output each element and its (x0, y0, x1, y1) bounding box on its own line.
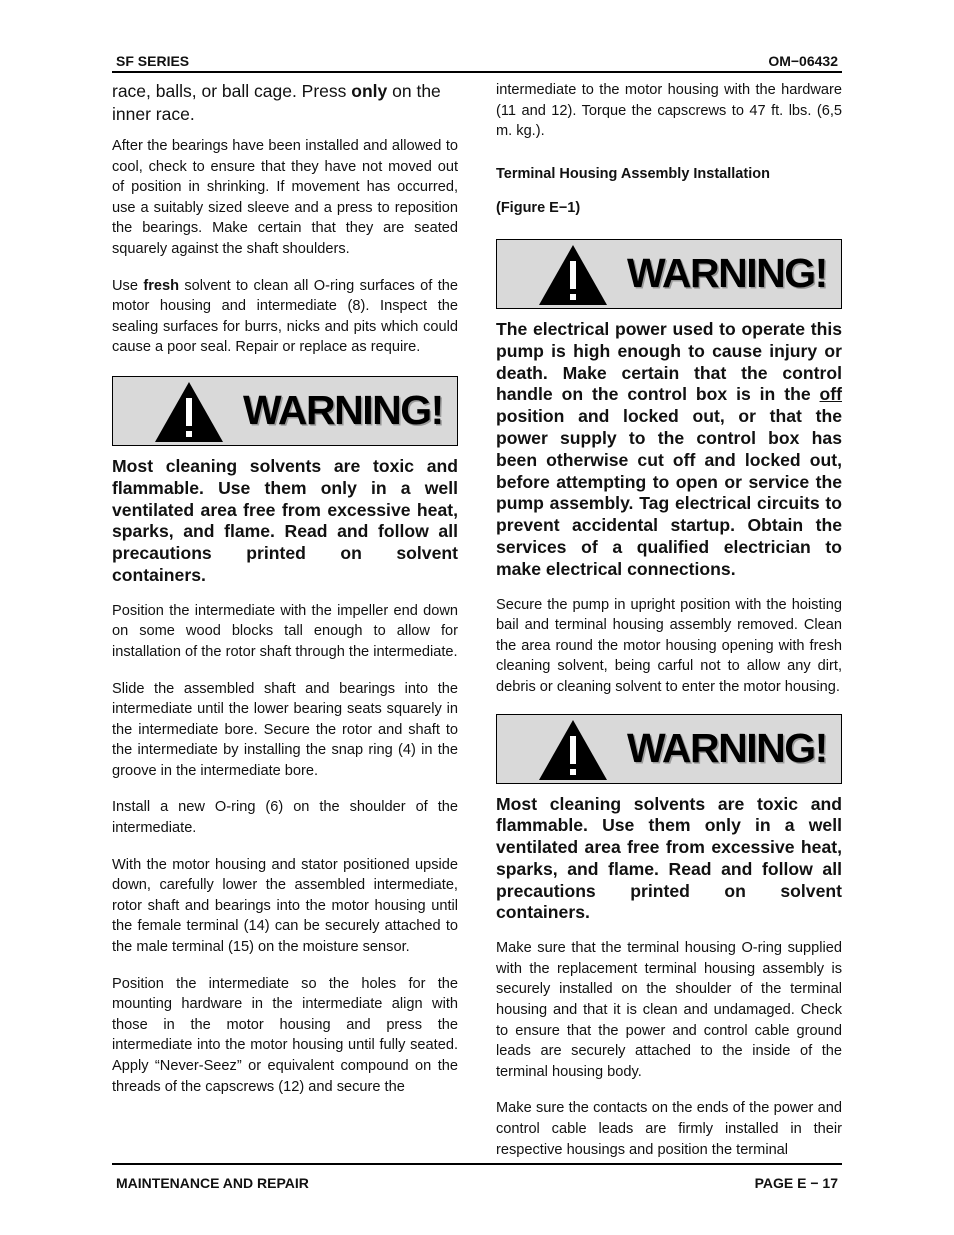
warning-triangle-icon (537, 718, 609, 782)
warning-triangle-icon (537, 243, 609, 307)
page-footer (112, 1163, 842, 1191)
paragraph-position-intermediate: Position the intermediate with the impeller end down on some wood blocks tall enough to allow for installation of the rotor shaft through the intermediate. (112, 602, 458, 660)
left-column (112, 80, 458, 1113)
paragraph-torque: intermediate to the motor housing with the hardware (11 and 12). Torque the capscrews to 47 ft. lbs. (6,5 m. kg.). (496, 82, 842, 140)
paragraph-motor-housing: With the motor housing and stator positioned upside down, carefully lower the assembled intermediate, rotor shaft and bearings into the motor housing until the female terminal (14) can be securely attached to the male terminal (15) on the moisture sensor. (112, 856, 458, 956)
paragraph-contacts: Make sure the contacts on the ends of the power and control cable leads are firmly installed in their respective housings and position the terminal (496, 1100, 842, 1158)
warning-banner (496, 239, 842, 309)
paragraph-secure-pump: Secure the pump in upright position with the hoisting bail and terminal housing assembly removed. Clean the area round the motor housing opening with fresh cleaning solvent, being carful not to allow any dirt, debris or cleaning solvent to enter the motor housing. (496, 596, 842, 695)
paragraph-race: race, balls, or ball cage. Press only on the inner race. (112, 81, 441, 124)
warning-solvent-text: Most cleaning solvents are toxic and flammable. Use them only in a well ventilated area free from excessive heat, sparks, and flame. Read and follow all precautions printed on solvent containers. (496, 793, 842, 923)
paragraph-slide-shaft: Slide the assembled shaft and bearings into the intermediate until the lower bearing seats squarely in the intermediate bore. Secure the rotor and shaft to the intermediate by installing the snap ring (4) in the groove in the intermediate bore. (112, 680, 458, 779)
warning-label: WARNING! (627, 724, 827, 771)
warning-electrical-text: The electrical power used to operate this pump is high enough to cause injury or death. Make certain that the control handle on the control box is in the off position and locked out, or that the power supply to the control box has been otherwise cut off and locked out, before attempting to open or service the pump assembly. Tag electrical circuits to prevent accidental startup. Obtain the services of a qualified electrician to make electrical connections. (496, 318, 842, 579)
page-number: PAGE E − 17 (754, 1175, 838, 1191)
right-column (496, 80, 842, 1176)
paragraph-install-oring: Install a new O-ring (6) on the shoulder of the intermediate. (112, 799, 458, 837)
warning-solvent-text: Most cleaning solvents are toxic and flammable. Use them only in a well ventilated area free from excessive heat, sparks, and flame. Read and follow all precautions printed on solvent containers. (112, 455, 458, 585)
warning-label: WARNING! (243, 386, 443, 433)
section-name: MAINTENANCE AND REPAIR (116, 1175, 309, 1191)
page-header (112, 53, 842, 73)
figure-reference: (Figure E−1) (496, 200, 581, 217)
paragraph-terminal-oring: Make sure that the terminal housing O-ring supplied with the replacement terminal housing assembly is securely installed on the shoulder of the terminal housing and that it is clean and undamaged. Check to ensure that the power and control cable ground leads are securely attached to the inside of the terminal housing body. (496, 940, 842, 1080)
series-title: SF SERIES (116, 53, 190, 69)
paragraph-align-holes: Position the intermediate so the holes for the mounting hardware in the intermediate align with those in the motor housing and press the intermediate into the motor housing until fully seated. Apply “Never-Seez” or equivalent compound on the threads of the capscrews (12) and secure the (112, 975, 458, 1095)
warning-banner (496, 714, 842, 784)
document-number: OM−06432 (768, 53, 838, 69)
section-heading: Terminal Housing Assembly Installation (496, 165, 770, 182)
paragraph-fresh-solvent: Use fresh solvent to clean all O-ring surfaces of the motor housing and intermediate (8). Inspect the sealing surfaces for burrs, nicks and pits which could cause a poor seal. Repair or replace as require. (112, 277, 458, 356)
paragraph-bearings-cool: After the bearings have been installed and allowed to cool, check to ensure that they have not moved out of position in shrinking. If movement has occurred, use a suitably sized sleeve and a press to reposition the bearings. Make certain that they are seated squarely against the shaft shoulders. (112, 138, 458, 257)
warning-banner (112, 376, 458, 446)
warning-label: WARNING! (627, 249, 827, 296)
warning-triangle-icon (153, 380, 225, 444)
